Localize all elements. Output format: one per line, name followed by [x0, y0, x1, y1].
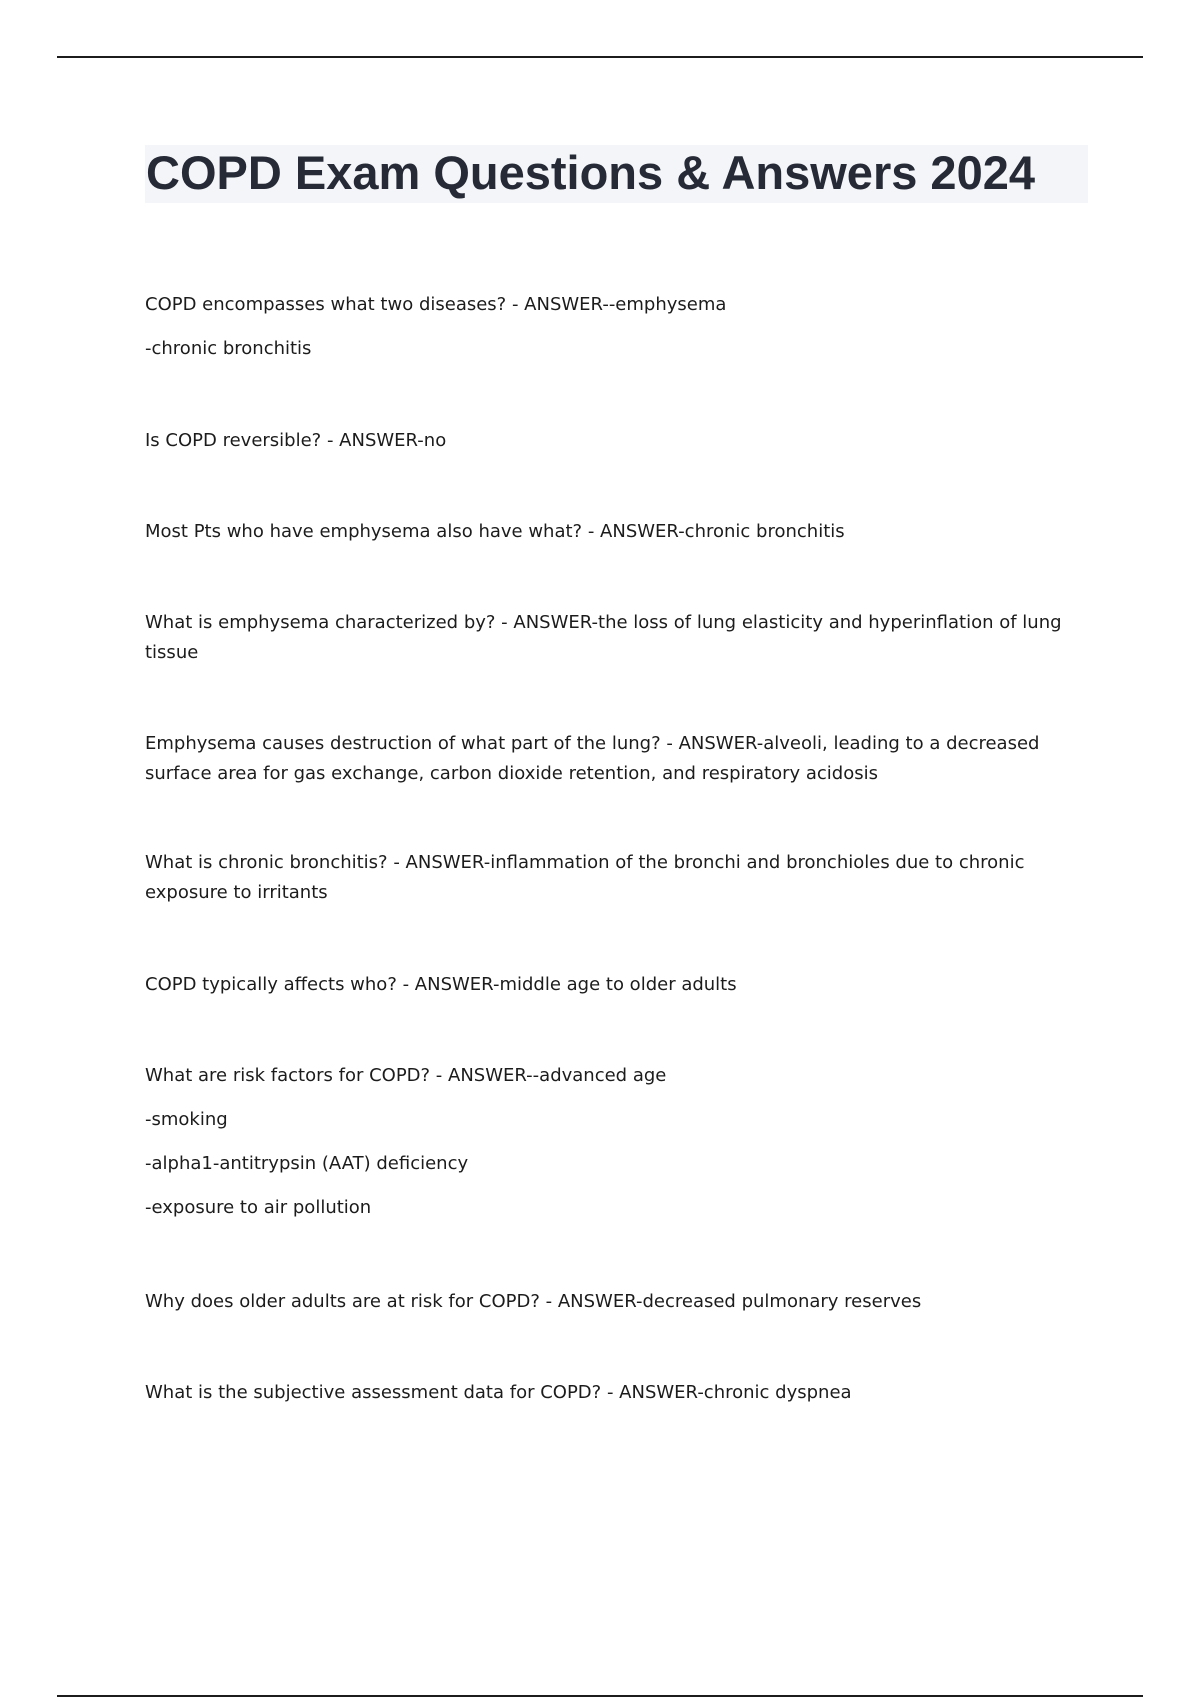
qa-item-2	[145, 426, 1075, 456]
qa-text: COPD encompasses what two diseases? - ANSWER--emphysema	[145, 294, 727, 315]
qa-answer-line: -alpha1-antitrypsin (AAT) deficiency	[145, 1153, 469, 1174]
qa-item-4	[145, 608, 1075, 668]
qa-item-6	[145, 848, 1075, 908]
qa-item-7	[145, 970, 1075, 1000]
qa-text: What is emphysema characterized by? - ANSWER-the loss of lung elasticity and hyperinflation of lung tissue	[145, 612, 1062, 663]
qa-answer-line: -chronic bronchitis	[145, 338, 312, 359]
qa-text: Emphysema causes destruction of what part of the lung? - ANSWER-alveoli, leading to a decreased surface area for gas exchange, carbon dioxide retention, and respiratory acidosis	[145, 733, 1040, 784]
qa-text: What is the subjective assessment data for COPD? - ANSWER-chronic dyspnea	[145, 1382, 852, 1403]
qa-item-1	[145, 290, 1075, 364]
qa-answer-line: -exposure to air pollution	[145, 1197, 372, 1218]
qa-answer-line: -smoking	[145, 1109, 228, 1130]
qa-text: Why does older adults are at risk for COPD? - ANSWER-decreased pulmonary reserves	[145, 1291, 922, 1312]
qa-item-10	[145, 1378, 1075, 1408]
qa-text: Most Pts who have emphysema also have what? - ANSWER-chronic bronchitis	[145, 521, 845, 542]
qa-text: Is COPD reversible? - ANSWER-no	[145, 430, 447, 451]
qa-item-3	[145, 517, 1075, 547]
qa-text: COPD typically affects who? - ANSWER-middle age to older adults	[145, 974, 737, 995]
qa-item-5	[145, 729, 1075, 789]
qa-text: What are risk factors for COPD? - ANSWER--advanced age	[145, 1065, 667, 1086]
qa-item-8	[145, 1061, 1075, 1223]
bottom-divider	[57, 1695, 1143, 1697]
qa-item-9	[145, 1287, 1075, 1317]
qa-text: What is chronic bronchitis? - ANSWER-inflammation of the bronchi and bronchioles due to chronic exposure to irritants	[145, 852, 1025, 903]
page-title: COPD Exam Questions & Answers 2024	[146, 146, 1035, 199]
top-divider	[57, 56, 1143, 58]
